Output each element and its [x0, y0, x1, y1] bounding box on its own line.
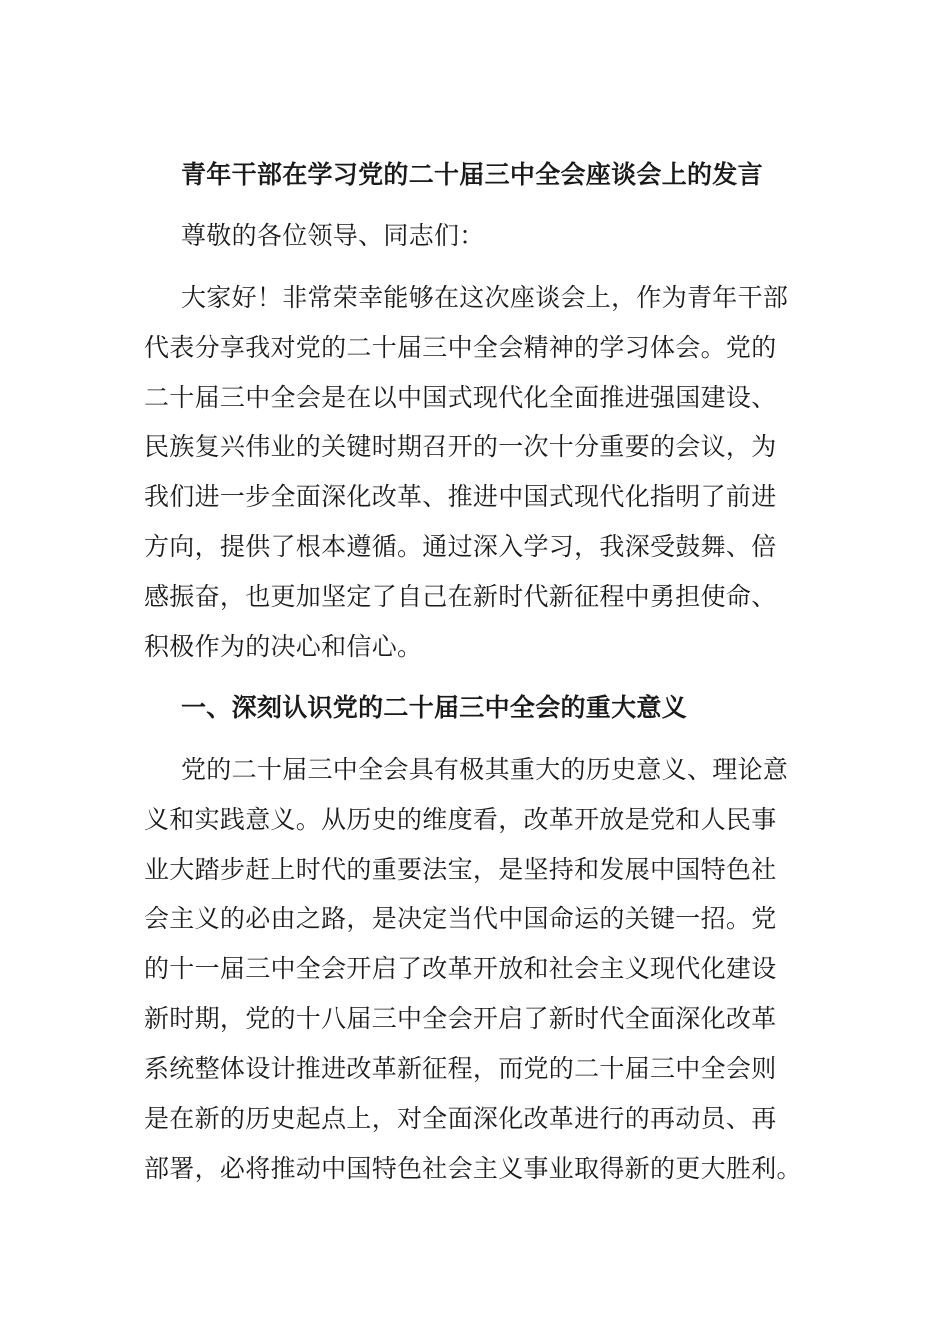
section-heading: 一、深刻认识党的二十届三中全会的重大意义 — [181, 693, 688, 722]
paragraph-line: 会主义的必由之路，是决定当代中国命运的关键一招。党 — [144, 904, 777, 933]
paragraph-line: 大家好！非常荣幸能够在这次座谈会上，作为青年干部 — [181, 283, 789, 312]
paragraph-line: 部署，必将推动中国特色社会主义事业取得新的更大胜利。 — [144, 1154, 802, 1183]
paragraph-line: 方向，提供了根本遵循。通过深入学习，我深受鼓舞、倍 — [144, 532, 777, 561]
paragraph-line: 感振奋，也更加坚定了自己在新时代新征程中勇担使命、 — [144, 582, 777, 611]
paragraph-line: 系统整体设计推进改革新征程，而党的二十届三中全会则 — [144, 1054, 777, 1083]
paragraph-line: 义和实践意义。从历史的维度看，改革开放是党和人民事 — [144, 805, 777, 834]
salutation: 尊敬的各位领导、同志们： — [181, 221, 485, 250]
paragraph-line: 代表分享我对党的二十届三中全会精神的学习体会。党的 — [144, 333, 777, 362]
paragraph-line: 我们进一步全面深化改革、推进中国式现代化指明了前进 — [144, 482, 777, 511]
paragraph-line: 民族复兴伟业的关键时期召开的一次十分重要的会议，为 — [144, 432, 777, 461]
paragraph-line: 的十一届三中全会开启了改革开放和社会主义现代化建设 — [144, 954, 777, 983]
paragraph-line: 是在新的历史起点上，对全面深化改革进行的再动员、再 — [144, 1104, 777, 1133]
paragraph-line: 党的二十届三中全会具有极其重大的历史意义、理论意 — [181, 755, 789, 784]
document-title: 青年干部在学习党的二十届三中全会座谈会上的发言 — [181, 160, 763, 189]
paragraph-line: 业大踏步赶上时代的重要法宝，是坚持和发展中国特色社 — [144, 855, 777, 884]
paragraph-line: 新时期，党的十八届三中全会开启了新时代全面深化改革 — [144, 1004, 777, 1033]
paragraph-line: 二十届三中全会是在以中国式现代化全面推进强国建设、 — [144, 383, 777, 412]
paragraph-line: 积极作为的决心和信心。 — [144, 632, 423, 661]
